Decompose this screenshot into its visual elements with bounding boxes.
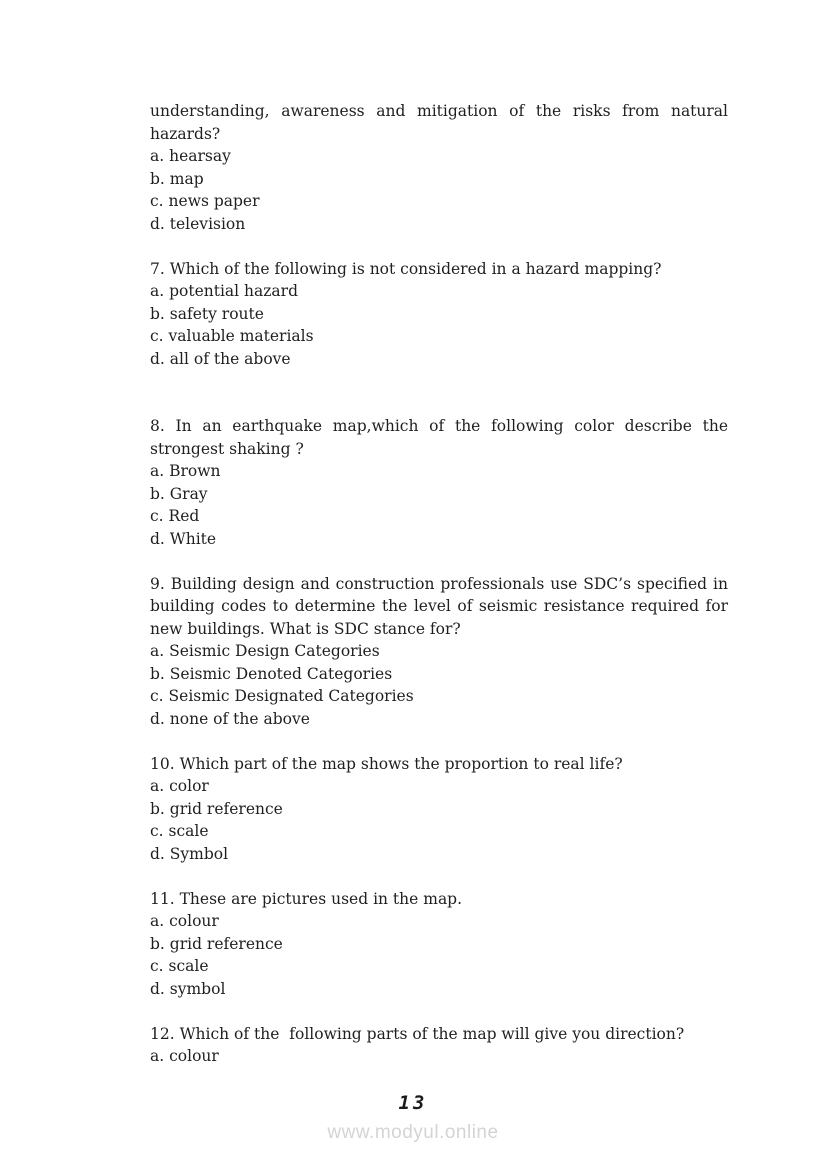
- option-line: b. safety route: [150, 304, 264, 323]
- option-line: a. potential hazard: [150, 282, 299, 300]
- option-line: a. hearsay: [150, 147, 231, 165]
- question-text: 8. In an earthquake map,which of the following color describe the strongest shaking ?: [150, 417, 733, 458]
- option-line: d. White: [150, 529, 217, 548]
- option-line: c. Seismic Designated Categories: [150, 687, 414, 705]
- option-line: d. none of the above: [150, 709, 310, 728]
- option-line: c. valuable materials: [150, 327, 314, 345]
- question-block: [150, 100, 733, 235]
- question-block: [150, 1023, 728, 1068]
- question-text: 10. Which part of the map shows the proportion to real life?: [150, 754, 623, 773]
- option-line: d. symbol: [150, 979, 226, 998]
- option-line: a. Seismic Design Categories: [150, 642, 380, 660]
- quiz-content: [150, 100, 733, 1090]
- option-line: c. news paper: [150, 192, 260, 210]
- option-line: a. colour: [150, 912, 219, 930]
- watermark-url: www.modyul.online: [327, 1122, 499, 1143]
- option-line: d. Symbol: [150, 844, 229, 863]
- question-block: [150, 888, 728, 1001]
- option-line: d. television: [150, 214, 246, 233]
- option-line: b. Seismic Denoted Categories: [150, 664, 393, 683]
- option-line: b. Gray: [150, 484, 208, 503]
- question-text: understanding, awareness and mitigation of the risks from natural hazards?: [150, 102, 733, 143]
- question-block: [150, 258, 728, 371]
- option-line: a. color: [150, 777, 209, 795]
- page-number: 13: [398, 1092, 428, 1114]
- option-line: a. Brown: [150, 462, 221, 480]
- option-line: c. Red: [150, 507, 200, 525]
- question-text: 9. Building design and construction professionals use SDC’s specified in building codes to determine the level of seismic resistance required for new buildings. What is SDC stance for?: [150, 574, 733, 638]
- question-block: [150, 415, 733, 550]
- question-text: 12. Which of the following parts of the map will give you direction?: [150, 1024, 685, 1043]
- question-text: 11. These are pictures used in the map.: [150, 889, 463, 908]
- option-line: c. scale: [150, 957, 209, 975]
- question-block: [150, 753, 728, 866]
- option-line: b. map: [150, 169, 204, 188]
- question-text: 7. Which of the following is not considered in a hazard mapping?: [150, 259, 662, 278]
- option-line: c. scale: [150, 822, 209, 840]
- option-line: b. grid reference: [150, 799, 283, 818]
- question-block: [150, 573, 733, 731]
- option-line: a. colour: [150, 1047, 219, 1065]
- option-line: d. all of the above: [150, 349, 291, 368]
- option-line: b. grid reference: [150, 934, 283, 953]
